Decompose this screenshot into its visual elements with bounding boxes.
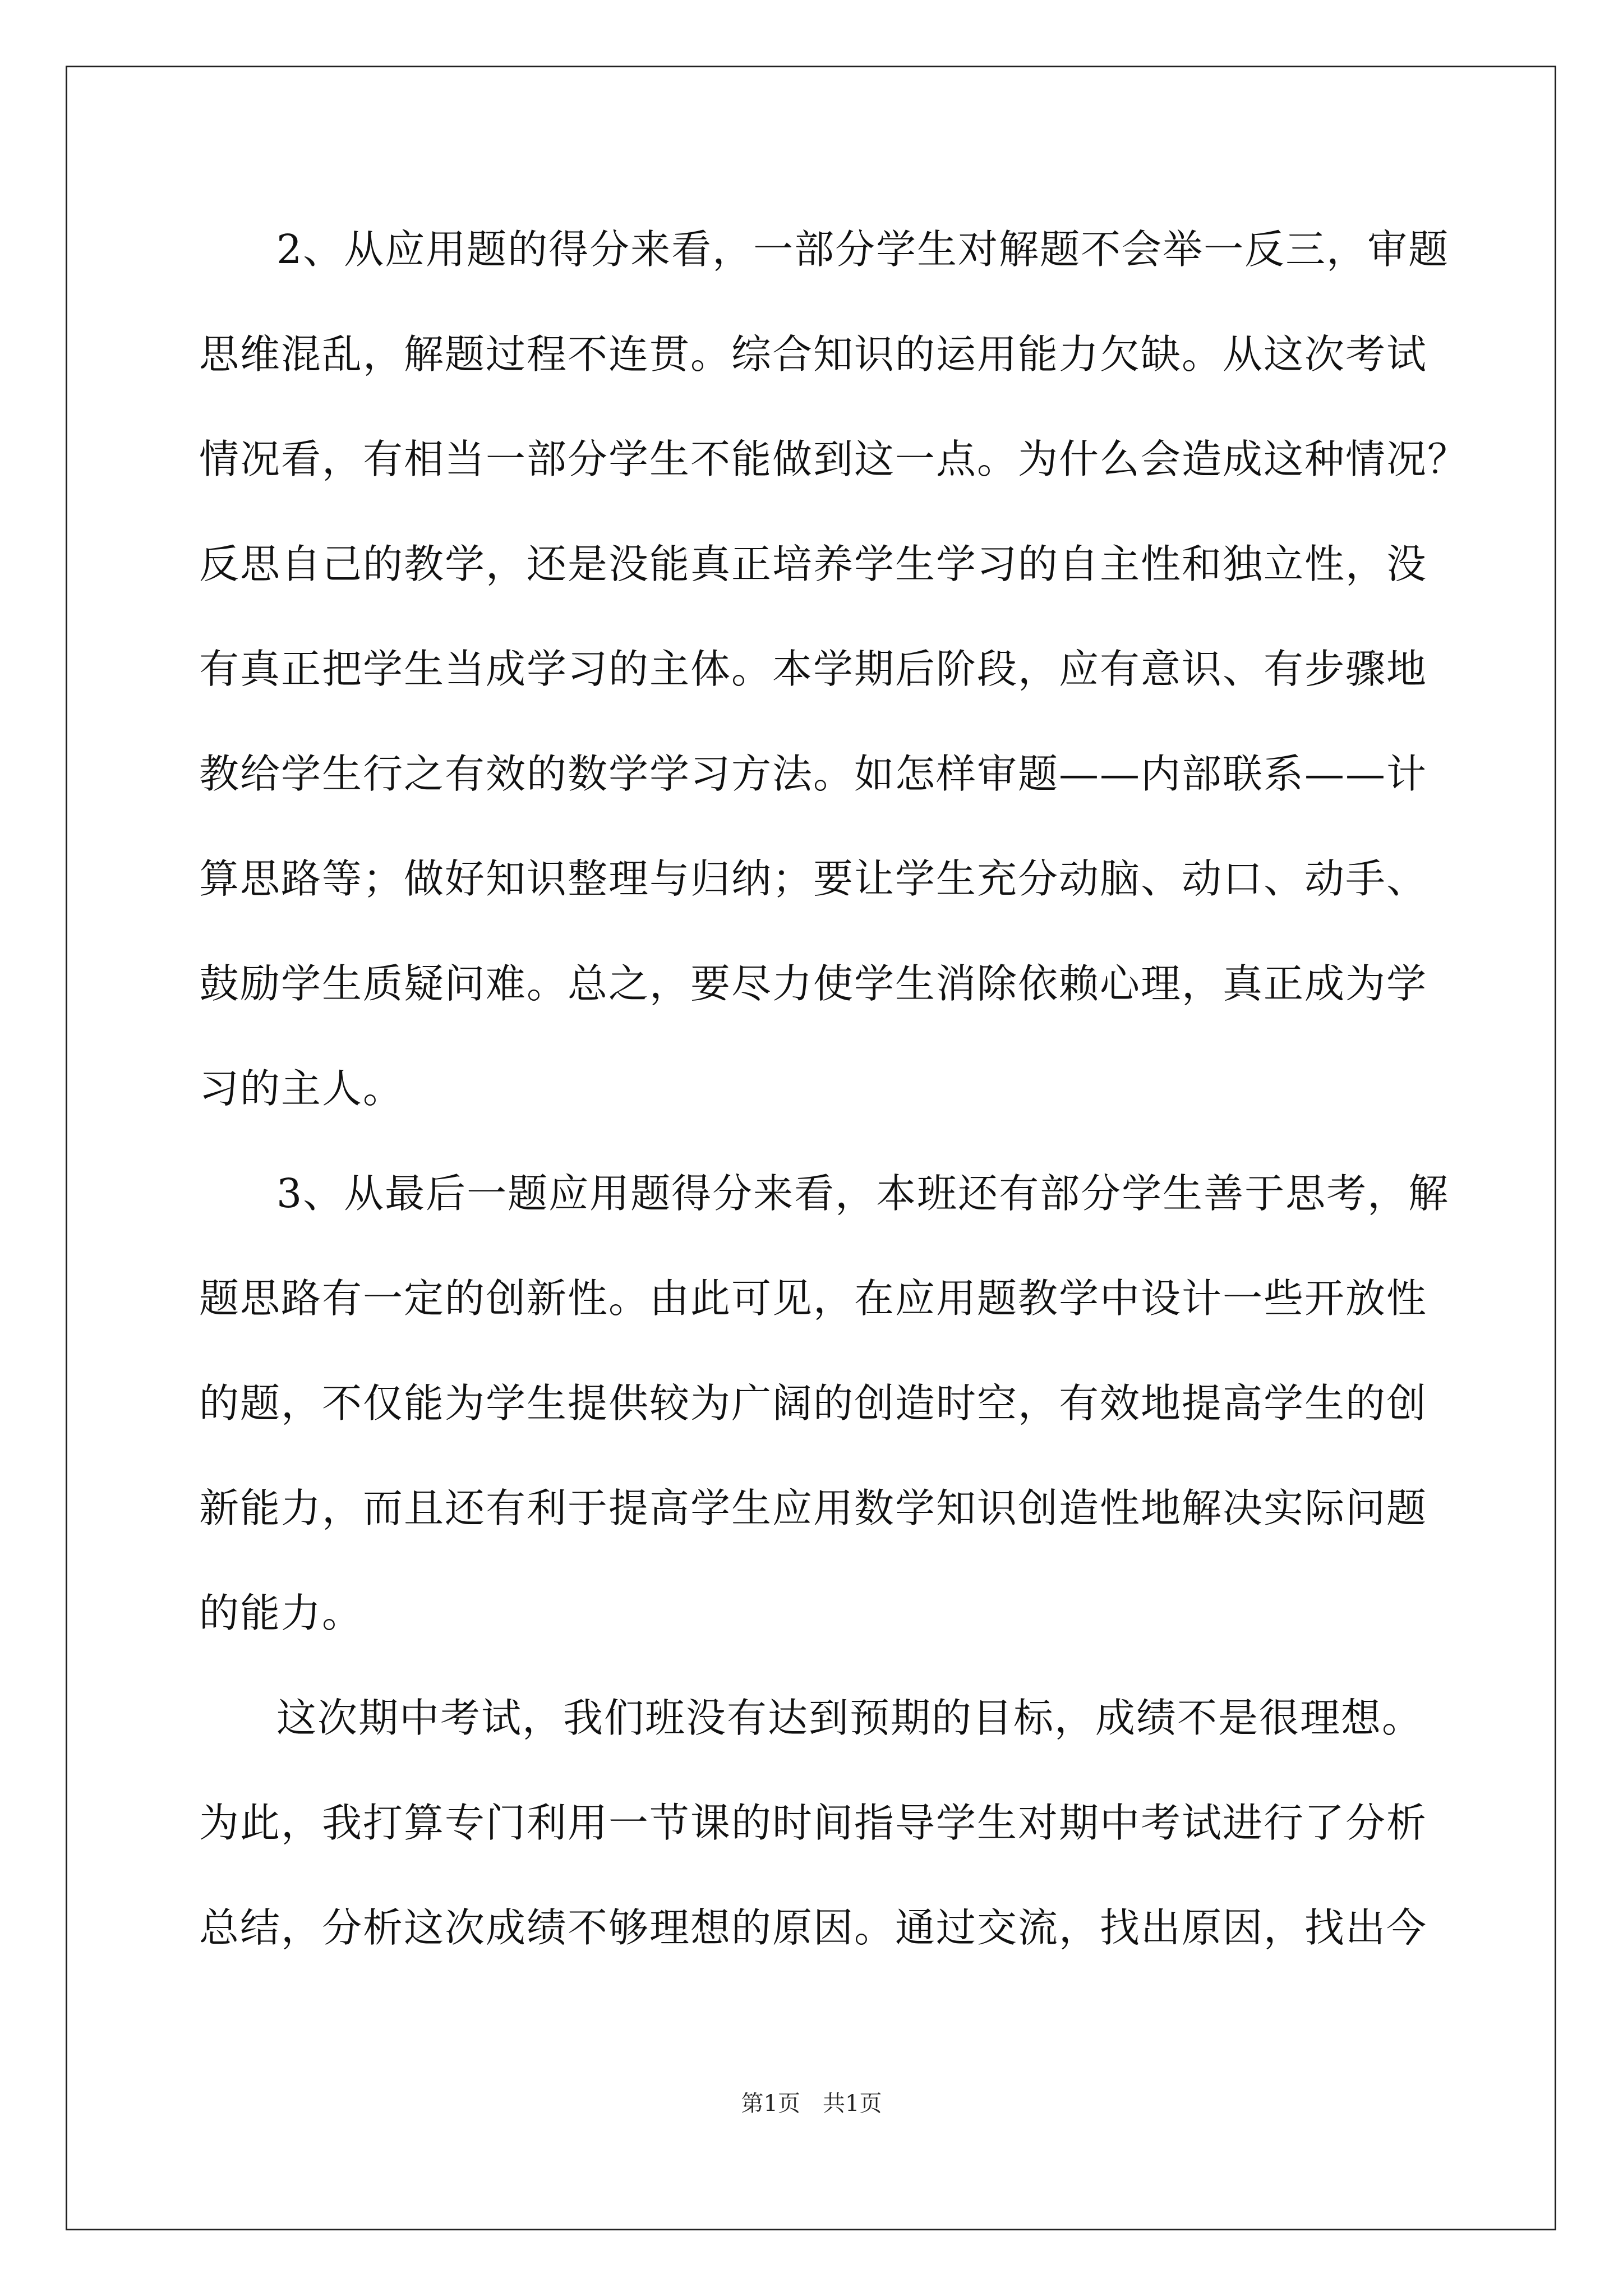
paragraph-line: 鼓励学生质疑问难。总之，要尽力使学生消除依赖心理，真正成为学	[199, 960, 1428, 1007]
paragraph-line: 习的主人。	[199, 1065, 404, 1112]
paragraph-line: 情况看，有相当一部分学生不能做到这一点。为什么会造成这种情况？	[199, 436, 1469, 482]
paragraph-line: 新能力，而且还有利于提高学生应用数学知识创造性地解决实际问题	[199, 1485, 1428, 1531]
paragraph-line: 思维混乱，解题过程不连贯。综合知识的运用能力欠缺。从这次考试	[199, 331, 1428, 378]
paragraph-line: 题思路有一定的创新性。由此可见，在应用题教学中设计一些开放性	[199, 1275, 1428, 1322]
paragraph-line: 2、从应用题的得分来看，一部分学生对解题不会举一反三，审题	[276, 226, 1450, 273]
paragraph-line: 这次期中考试，我们班没有达到预期的目标，成绩不是很理想。	[276, 1695, 1423, 1741]
paragraph-line: 3、从最后一题应用题得分来看，本班还有部分学生善于思考，解	[276, 1170, 1450, 1217]
paragraph-line: 教给学生行之有效的数学学习方法。如怎样审题——内部联系——计	[199, 751, 1428, 797]
paragraph-line: 总结，分析这次成绩不够理想的原因。通过交流，找出原因，找出今	[199, 1904, 1428, 1951]
paragraph-line: 的题，不仅能为学生提供较为广阔的创造时空，有效地提高学生的创	[199, 1380, 1428, 1427]
paragraph-line: 为此，我打算专门利用一节课的时间指导学生对期中考试进行了分析	[199, 1800, 1428, 1846]
paragraph-line: 算思路等；做好知识整理与归纳；要让学生充分动脑、动口、动手、	[199, 855, 1428, 902]
paragraph-line: 的能力。	[199, 1590, 363, 1636]
paragraph-line: 有真正把学生当成学习的主体。本学期后阶段，应有意识、有步骤地	[199, 646, 1428, 692]
page-number-footer: 第1页 共1页	[741, 2091, 882, 2116]
paragraph-line: 反思自己的教学，还是没能真正培养学生学习的自主性和独立性，没	[199, 541, 1428, 587]
